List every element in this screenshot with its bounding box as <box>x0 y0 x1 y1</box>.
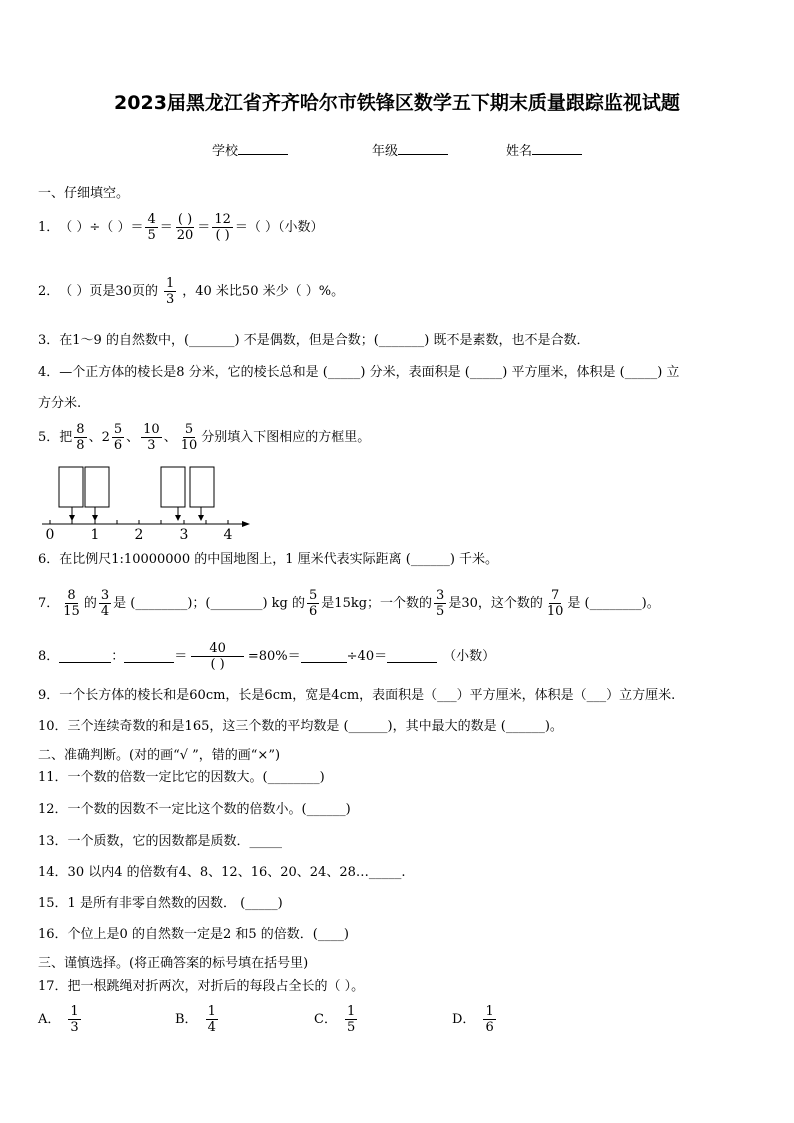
tick-label-1: 1 <box>90 527 100 542</box>
section-heading-3: 三、谨慎选择。(将正确答案的标号填在括号里) <box>38 956 309 971</box>
question-6: 6．在比例尺1:10000000 的中国地图上，1 厘米代表实际距离 (______) 千米。 <box>38 552 499 567</box>
grade-label: 年级 <box>372 144 399 159</box>
pointer-arrows <box>72 507 201 518</box>
question-11: 11．一个数的倍数一定比它的因数大。(________) <box>38 770 325 785</box>
question-2: 2． （ ）页是30页的 $\frac{1}{3}$ ，40 米比50 米少（ ）%。 <box>38 276 345 307</box>
section-heading-2: 二、准确判断。(对的画“√ ”，错的画“×”) <box>38 748 281 763</box>
tick-label-4: 4 <box>223 527 233 542</box>
question-5: 5．把 $\frac{8}{8}$ 、2 $\frac{5}{6}$ 、 $\frac{10}{3}$ 、 $\frac{5}{10}$ 分别填入下图相应的方框里。 <box>38 422 371 453</box>
name-field[interactable] <box>506 142 582 160</box>
school-field[interactable] <box>212 142 288 160</box>
option-a[interactable]: A． $\frac{1}{3}$ <box>38 1004 79 1035</box>
question-10: 10．三个连续奇数的和是165，这三个数的平均数是 (______)，其中最大的数是 (______)。 <box>38 719 563 734</box>
answer-box-1[interactable] <box>59 467 83 507</box>
question-13: 13．一个质数，它的因数都是质数．_____ <box>38 834 283 849</box>
question-9: 9．一个长方体的棱长和是60cm，长是6cm，宽是4cm，表面积是（___）平方厘米，体积是（___）立方厘米. <box>38 688 676 703</box>
tick-label-2: 2 <box>134 527 144 542</box>
question-14: 14．30 以内4 的倍数有4、8、12、16、20、24、28…_____. <box>38 865 406 880</box>
option-d[interactable]: D． $\frac{1}{6}$ <box>452 1004 494 1035</box>
question-16: 16．个位上是0 的自然数一定是2 和5 的倍数．(____) <box>38 927 349 942</box>
question-17: 17．把一根跳绳对折两次，对折后的每段占全长的（ ）。 <box>38 979 365 994</box>
answer-box-4[interactable] <box>190 467 214 507</box>
page-title: 2023届黑龙江省齐齐哈尔市铁锋区数学五下期末质量跟踪监视试题 <box>114 92 680 114</box>
question-7: 7． $\frac{8}{15}$ 的 $\frac{3}{4}$ 是 (________)；(________) kg 的 $\frac{5}{6}$ 是15kg；一个数的 $\frac{3}{5}$ 是30，这个数的 $\frac{7}{10}$ 是 (________)。 <box>38 588 660 619</box>
number-line-diagram <box>38 462 258 542</box>
school-label: 学校 <box>212 144 239 159</box>
axis-arrow <box>242 521 250 527</box>
tick-label-0: 0 <box>45 527 55 542</box>
question-1: 1． （ ）÷（ ）＝ $\frac{4}{5}$ ＝ $\frac{( )}{20}$ ＝ $\frac{12}{( )}$ ＝（ ）（小数） <box>38 212 324 243</box>
question-12: 12．一个数的因数不一定比这个数的倍数小。(______) <box>38 802 351 817</box>
answer-box-3[interactable] <box>161 467 185 507</box>
answer-box-2[interactable] <box>85 467 109 507</box>
question-4: 4．—个正方体的棱长是8 分米，它的棱长总和是 (_____) 分米，表面积是 (_____) 平方厘米，体积是 (_____) 立 <box>38 365 680 380</box>
option-c[interactable]: C． $\frac{1}{5}$ <box>314 1004 356 1035</box>
section-heading-1: 一、仔细填空。 <box>38 186 130 201</box>
grade-field[interactable] <box>372 142 448 160</box>
name-label: 姓名 <box>506 144 533 159</box>
question-8: 8． ： ＝ $\frac{40}{( )}$ =80%＝ ÷40＝ （小数） <box>38 641 496 672</box>
option-b[interactable]: B． $\frac{1}{4}$ <box>175 1004 216 1035</box>
question-4-cont: 方分米. <box>38 396 82 411</box>
question-15: 15．1 是所有非零自然数的因数． (_____) <box>38 896 283 911</box>
tick-label-3: 3 <box>179 527 189 542</box>
question-3: 3．在1～9 的自然数中，(_______) 不是偶数，但是合数；(_______) 既不是素数，也不是合数． <box>38 333 590 348</box>
